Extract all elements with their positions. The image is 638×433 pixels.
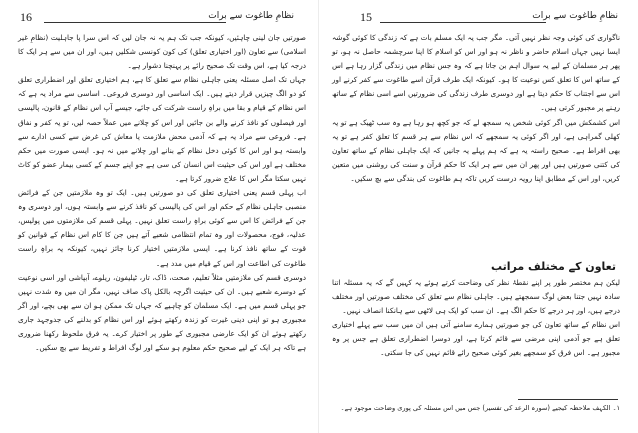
paragraph: صورتیں جان لینی چاہئیں، کیونکہ جب تک ہم یہ نہ جان لیں کہ اس سرا پا جاہلیت (نظامِ غیر اسلامی) سے تعاون (اور اختیاری تعلق) کی کون کونسی شکلیں ہیں، اور ان میں سے ہر ایک کا درجہ کیا ہے، اس وقت تک صحیح رائے پر پہنچنا دشوار ہے۔ <box>18 33 306 71</box>
section-heading: تعاون کے مختلف مراتب <box>490 260 616 273</box>
page-number: 16 <box>20 10 32 24</box>
right-page-header <box>324 10 628 26</box>
paragraph: دوسری قسم کی ملازمتیں مثلاً تعلیم، صحت، ڈاک، تار، ٹیلیفون، ریلوے، آبپاشی اور اسی نوعیت کے دوسرے شعبے ہیں۔ ان کی حیثیت اگرچہ بالکل پاک صاف نہیں، مگر ان میں وہ شدت نہیں جو پہلی قسم میں ہے۔ ایک مسلمان کو چاہیے کہ جہاں تک ممکن ہو ان سے بھی بچے، اور اگر مجبوری ہو تو اپنی دینی غیرت کو زندہ رکھتے ہوئے اور اس نظام کو بدلنے کی جدوجہد جاری رکھتے ہوئے ان کو ایک عارضی مجبوری کے طور پر اختیار کرے۔ یہ فرق ملحوظ رکھنا ضروری ہے تاکہ ہر ایک کے لیے صحیح حکم معلوم ہو سکے اور لوگ افراط و تفریط سے بچ سکیں۔ <box>18 272 306 353</box>
paragraph: ناگواری کی کوئی وجہ نظر نہیں آتی۔ مگر جب یہ ایک مسلم بات ہے کہ زندگی کا کوئی گوشہ ایسا نہیں جہاں اسلام حاضر و ناظر نہ ہو اور اس کو اسلام کا اپنا سرچشمہ حاصل نہ ہو، تو پھر ہر مسلمان کے لیے یہ سوال اہم بن جاتا ہے کہ وہ جس نظام میں زندگی گزار رہا ہے اس کے ساتھ اس کا تعلق کس نوعیت کا ہو۔ کیونکہ ایک طرف قرآن اسے طاغوت سے کفر کرنے اور اس سے اجتناب کا حکم دیتا ہے اور دوسری طرف زندگی کی ضرورتیں اسے اسی نظام کے ساتھ رہنے پر مجبور کرتی ہیں۔ <box>332 33 620 113</box>
left-page-header <box>10 10 314 26</box>
running-title: نظامِ طاغوت سے برات <box>532 11 618 21</box>
left-page <box>10 10 314 423</box>
paragraph: اب پہلی قسم یعنی اختیاری تعلق کی دو صورتیں ہیں۔ ایک تو وہ ملازمتیں جن کے فرائض منصبی جاہلی نظام کے حکم اور اس کی پالیسی کو نافذ کرنے سے وابستہ ہوں، اور دوسری وہ جن کے فرائض کا اس سے کوئی براہِ راست تعلق نہیں۔ پہلی قسم کی ملازمتوں میں پولیس، عدلیہ، فوج، محصولات اور وہ تمام انتظامی شعبے آتے ہیں جن کا کام اس نظام کے قوانین کو قوت کے ساتھ نافذ کرنا ہے۔ ایسی ملازمتیں اختیار کرنا جائز نہیں، کیونکہ یہ براہِ راست طاغوت کی اطاعت اور اس کے قیام میں مدد ہے۔ <box>18 188 306 268</box>
paragraph: جہاں تک اصل مسئلہ یعنی جاہلی نظام سے تعلق کا ہے، ہم اختیاری تعلق اور اضطراری تعلق کو دو الگ چیزیں قرار دیتے ہیں۔ ایک اساسی اور دوسری فروعی۔ اساسی سے مراد یہ ہے کہ اس نظام کے قیام و بقا میں براہِ راست شرکت کی جائے، جیسے آپ اس نظام کے قانون، پالیسی اور فیصلوں کو نافذ کرنے والے بن جائیں اور اس کو چلانے میں عملاً حصہ لیں، تو یہ کفر و نفاق ہے۔ فروعی سے مراد یہ ہے کہ آدمی محض ملازمت یا معاش کی غرض سے کسی ادارے سے وابستہ ہو اور اس کا کوئی دخل نظام کے بنانے اور چلانے میں نہ ہو۔ ایسی صورت میں حکم مختلف ہے اور اس کی حیثیت اس انسان کی سی ہے جو اپنے جسم کے کسی بیمار عضو کو کاٹ نہیں سکتا مگر اس کا علاج ضرور کرتا ہے۔ <box>17 75 306 183</box>
header-rule <box>380 22 546 23</box>
page-number: 15 <box>360 10 372 24</box>
right-page <box>324 10 628 423</box>
page-gutter <box>318 0 319 433</box>
header-rule <box>44 22 226 23</box>
paragraph: اس کشمکش میں اگر کوئی شخص یہ سمجھ لے کہ جو کچھ ہو رہا ہے وہ سب ٹھیک ہے تو یہ کھلی گمراہی ہے، اور اگر کوئی یہ سمجھے کہ اس نظام سے ہر قسم کا تعلق کفر ہے تو یہ بھی افراط ہے۔ صحیح راستہ یہ ہے کہ ہم پہلے یہ جانیں کہ ایک جاہلی نظام کے ساتھ تعاون کی کتنی صورتیں ہیں اور پھر ان میں سے ہر ایک کا حکم قرآن و سنت کی روشنی میں متعین کریں، اور اس کے مطابق اپنا رویہ درست کریں تاکہ ہم طاغوت کی بندگی سے بچ سکیں۔ <box>332 117 620 183</box>
right-page-body <box>324 26 628 258</box>
left-page-body <box>10 26 314 423</box>
running-title: نظامِ طاغوت سے برات <box>208 11 294 21</box>
section-body <box>324 276 628 392</box>
paragraph: اس نظام کے ساتھ تعاون کی جو صورتیں ہمارے سامنے آتی ہیں ان میں سب سے پہلے اختیاری تعلق ہے جو آدمی اپنی مرضی سے قائم کرتا ہے، اور دوسرا اضطراری تعلق ہے جس پر وہ مجبور ہے۔ اس فرق کو سمجھے بغیر کوئی صحیح رائے قائم نہیں کی جا سکتی۔ <box>332 320 620 358</box>
paragraph: لیکن ہم مختصر طور پر اپنے نقطۂ نظر کی وضاحت کرتے ہوئے یہ کہیں گے کہ یہ مسئلہ اتنا سادہ نہیں جتنا بعض لوگ سمجھتے ہیں۔ جاہلی نظام سے تعلق کی مختلف صورتیں اور مختلف درجے ہیں، اور ہر درجے کا حکم الگ ہے۔ ان سب کو ایک ہی لاٹھی سے ہانکنا انصاف نہیں۔ <box>332 278 620 316</box>
footnote: ۱۔ الکہف ملاحظہ کیجیے (سورہ الرعد کی تفسیر) جس میں اس مسئلہ کی پوری وضاحت موجود ہے۔ <box>340 404 620 412</box>
footnote-rule <box>518 399 618 400</box>
